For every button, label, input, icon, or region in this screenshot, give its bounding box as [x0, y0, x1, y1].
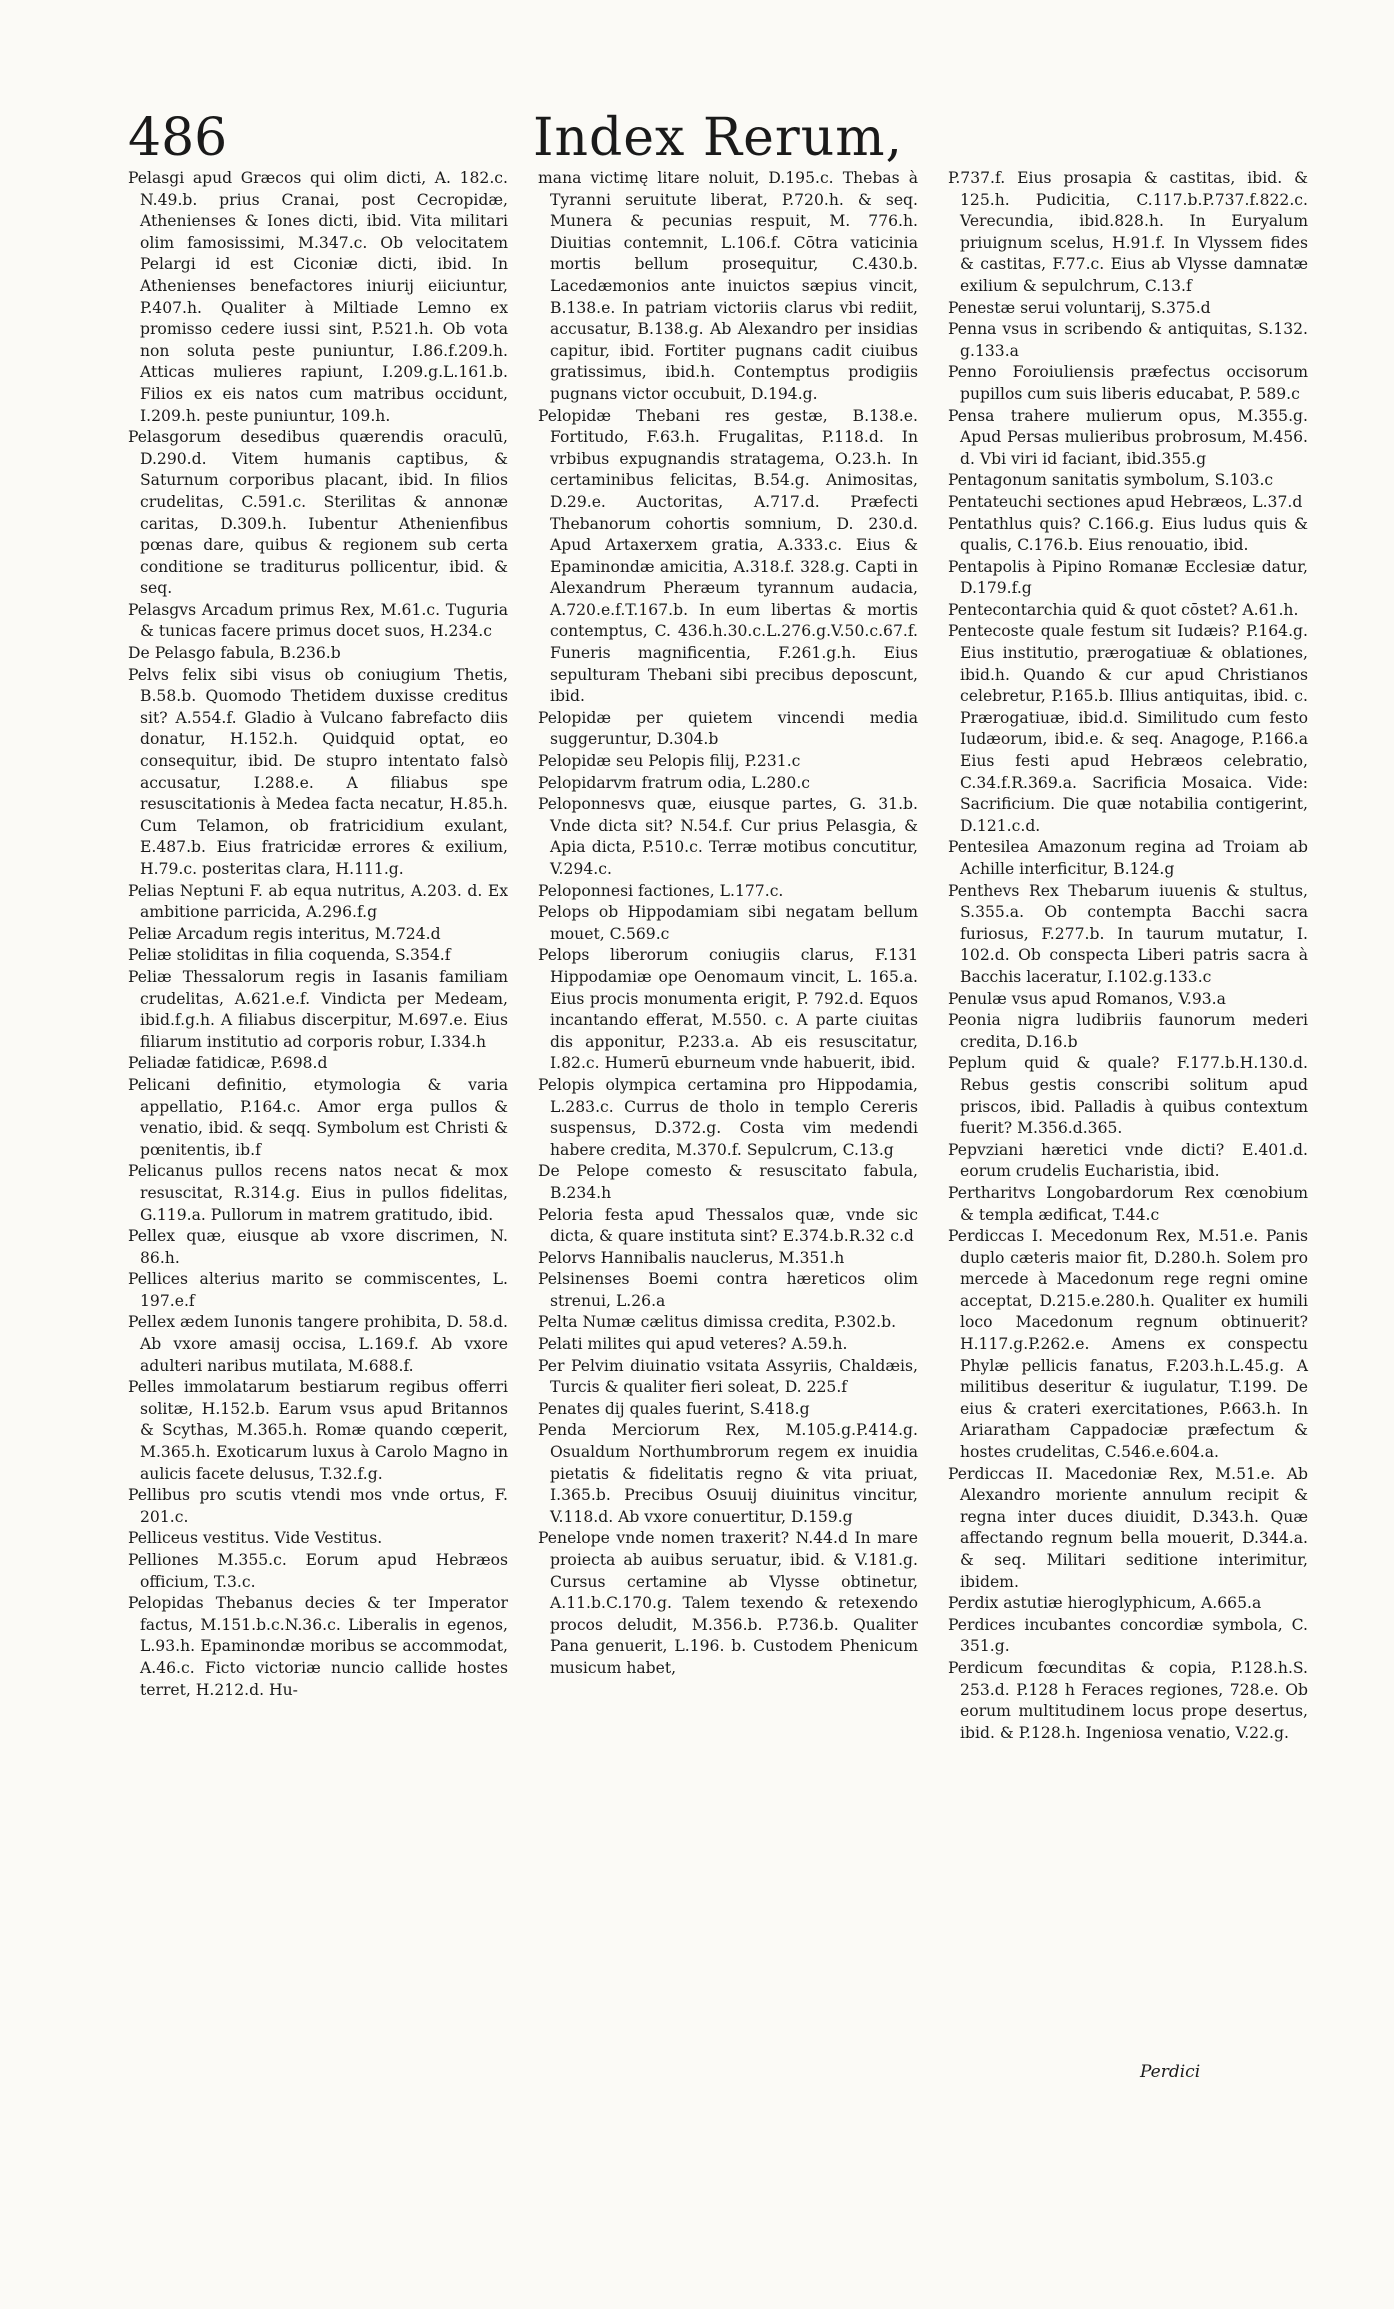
index-entry: Pelops ob Hippodamiam sibi negatam bellum mouet, C.569.c [538, 903, 918, 943]
index-entry: Peliadæ fatidicæ, P.698.d [128, 1054, 328, 1073]
left-column [128, 168, 508, 1701]
index-entry: Pelicanus pullos recens natos necat & mox resuscitat, R.314.g. Eius in pullos fidelitas, G.119.a. Pullorum in matrem gratitudo, ibid. [128, 1162, 508, 1224]
index-entry: Pelopidarvm fratrum odia, L.280.c [538, 773, 811, 792]
index-entry: Pelliones M.355.c. Eorum apud Hebræos officium, T.3.c. [128, 1551, 508, 1591]
index-entry: Peplum quid & quale? F.177.b.H.130.d. Rebus gestis conscribi solitum apud priscos, ibid. Palladis à quibus contextum fuerit? M.356.d.365. [948, 1054, 1308, 1138]
index-entry: Pelopidæ Thebani res gestæ, B.138.e. Fortitudo, F.63.h. Frugalitas, P.118.d. In vrbibus expugnandis stratagema, O.23.h. In certaminibus felicitas, B.54.g. Animositas, D.29.e. Auctoritas, A.717.d. Præfecti Thebanorum cohortis somnium, D. 230.d. Apud Artaxerxem gratia, A.333.c. Eius & Epaminondæ amicitia, A.318.f. 328.g. Capti in Alexandrum Pheræum tyrannum audacia, A.720.e.f.T.167.b. In eum libertas & mortis contemptus, C. 436.h.30.c.L.276.g.V.50.c.67.f. Funeris magnificentia, F.261.g.h. Eius sepulturam Thebani sibi precibus deposcunt, ibid. [538, 406, 918, 706]
index-entry: Perdix astutiæ hieroglyphicum, A.665.a [948, 1594, 1262, 1613]
index-entry: Pellibus pro scutis vtendi mos vnde ortus, F. 201.c. [128, 1486, 508, 1526]
index-entry: Pentapolis à Pipino Romanæ Ecclesiæ datur, D.179.f.g [948, 557, 1308, 598]
index-entry: Pelasgi apud Græcos qui olim dicti, A. 182.c. N.49.b. prius Cranai, post Cecropidæ, Athenienses & Iones dicti, ibid. Vita militari olim famosissimi, M.347.c. Ob velocitatem Pelargi id est Ciconiæ dicti, ibid. In Athenienses benefactores iniurij eiiciuntur, P.407.h. Qualiter à Miltiade Lemno ex promisso cedere iussi sint, P.521.h. Ob vota non soluta peste puniuntur, I.86.f.209.h. Atticas mulieres rapiunt, I.209.g.L.161.b. Filios ex eis natos cum matribus occidunt, I.209.h. peste puniuntur, 109.h. [128, 169, 508, 425]
index-entry: Pelliceus vestitus. Vide Vestitus. [128, 1529, 383, 1548]
index-entry: Perdiccas I. Mecedonum Rex, M.51.e. Panis duplo cæteris maior fit, D.280.h. Solem pro mercede à Macedonum rege regni omine acceptat, D.215.e.280.h. Qualiter ex humili loco Macedonum regnum obtinuerit? H.117.g.P.262.e. Amens ex conspectu Phylæ pellicis fanatus, F.203.h.L.45.g. A militibus deseritur & iugulatur, T.199. De eius & crateri exercitationes, P.663.h. In Ariaratham Cappadociæ præfectum & hostes crudelitas, C.546.e.604.a. [948, 1227, 1308, 1462]
index-entry: Peloria festa apud Thessalos quæ, vnde sic dicta, & quare instituta sint? E.374.b.R.32 c.d [538, 1205, 918, 1246]
index-entry: Pertharitvs Longobardorum Rex cœnobium & templa ædificat, T.44.c [948, 1183, 1308, 1224]
index-entry: Penno Foroiuliensis præfectus occisorum pupillos cum suis liberis educabat, P. 589.c [948, 363, 1308, 403]
index-entry: Peliæ Arcadum regis interitus, M.724.d [128, 924, 441, 943]
index-entry: Pelias Neptuni F. ab equa nutritus, A.203. d. Ex ambitione parricida, A.296.f.g [128, 881, 508, 922]
index-entry: Pelles immolatarum bestiarum regibus offerri solitæ, H.152.b. Earum vsus apud Britannos & Scythas, M.365.h. Romæ quando cœperit, M.365.h. Exoticarum luxus à Carolo Magno in aulicis facete delusus, T.32.f.g. [128, 1378, 508, 1483]
index-entry: Peliæ stoliditas in filia coquenda, S.354.f [128, 946, 451, 965]
index-entry: Pentathlus quis? C.166.g. Eius ludus quis & qualis, C.176.b. Eius renouatio, ibid. [948, 514, 1308, 555]
index-entry: Pentagonum sanitatis symbolum, S.103.c [948, 471, 1274, 490]
index-entry: Penates dij quales fuerint, S.418.g [538, 1399, 810, 1418]
running-head: Index Rerum, [532, 108, 904, 168]
index-entry: Pellex quæ, eiusque ab vxore discrimen, N. 86.h. [128, 1227, 508, 1267]
page-number: 486 [128, 108, 228, 168]
index-entry: Pelopidæ per quietem vincendi media suggeruntur, D.304.b [538, 708, 918, 749]
index-entry: De Pelasgo fabula, B.236.b [128, 644, 341, 663]
index-entry: Pentecoste quale festum sit Iudæis? P.164.g. Eius institutio, prærogatiuæ & oblationes, ibid.h. Quando & cur apud Christianos celebretur, P.165.b. Illius antiquitas, ibid. c. Prærogatiuæ, ibid.d. Similitudo cum festo Iudæorum, ibid.e. & seq. Anagoge, P.166.a Eius festi apud Hebræos celebratio, C.34.f.R.369.a. Sacrificia Mosaica. Vide: Sacrificium. Die quæ notabilia contigerint, D.121.c.d. [948, 622, 1308, 835]
index-entry: Pelati milites qui apud veteres? A.59.h. [538, 1335, 848, 1354]
index-entry: P.737.f. Eius prosapia & castitas, ibid. & 125.h. Pudicitia, C.117.b.P.737.f.822.c. Verecundia, ibid.828.h. In Euryalum priuignum scelus, H.91.f. In Vlyssem fides & castitas, F.77.c. Eius ab Vlysse damnatæ exilium & sepulchrum, C.13.f [948, 169, 1308, 295]
index-entry: Pelicani definitio, etymologia & varia appellatio, P.164.c. Amor erga pullos & venatio, ibid. & seqq. Symbolum est Christi & pœnitentis, ib.f [128, 1075, 508, 1159]
index-entry: Pensa trahere mulierum opus, M.355.g. Apud Persas mulieribus probrosum, M.456. d. Vbi viri id faciant, ibid.355.g [948, 406, 1308, 468]
index-entry: Peliæ Thessalorum regis in Iasanis familiam crudelitas, A.621.e.f. Vindicta per Medeam, ibid.f.g.h. A filiabus discerpitur, M.697.e. Eius filiarum institutio ad corporis robur, I.334.h [128, 967, 508, 1051]
index-entry: Pepvziani hæretici vnde dicti? E.401.d. eorum crudelis Eucharistia, ibid. [948, 1140, 1308, 1181]
index-entry: Penthevs Rex Thebarum iuuenis & stultus, S.355.a. Ob contempta Bacchi sacra furiosus, F.277.b. In taurum mutatur, I. 102.d. Ob conspecta Liberi patris sacra à Bacchis laceratur, I.102.g.133.c [948, 881, 1308, 986]
index-entry: Pelasgvs Arcadum primus Rex, M.61.c. Tuguria & tunicas facere primus docet suos, H.234.c [128, 600, 508, 641]
index-entry: Pentecontarchia quid & quot cōstet? A.61.h. [948, 600, 1299, 619]
index-entry: Penna vsus in scribendo & antiquitas, S.132. g.133.a [948, 320, 1308, 360]
middle-column [538, 168, 918, 1680]
index-entry: Pelopidas Thebanus decies & ter Imperator factus, M.151.b.c.N.36.c. Liberalis in egenos, L.93.h. Epaminondæ moribus se accommodat, A.46.c. Ficto victoriæ nuncio callide hostes terret, H.212.d. Hu- [128, 1594, 508, 1699]
index-entry: Peonia nigra ludibriis faunorum mederi credita, D.16.b [948, 1011, 1308, 1051]
index-entry: Pelvs felix sibi visus ob coniugium Thetis, B.58.b. Quomodo Thetidem duxisse creditus sit? A.554.f. Gladio à Vulcano fabrefacto diis donatur, H.152.h. Quidquid optat, eo consequitur, ibid. De stupro intentato falsò accusatur, I.288.e. A filiabus spe resuscitationis à Medea facta necatur, H.85.h. Cum Telamon, ob fratricidium exulant, E.487.b. Eius fratricidæ errores & exilium, H.79.c. posteritas clara, H.111.g. [128, 665, 508, 878]
index-entry: Pelasgorum desedibus quærendis oraculū, D.290.d. Vitem humanis captibus, & Saturnum corporibus placant, ibid. In filios crudelitas, C.591.c. Sterilitas & annonæ caritas, D.309.h. Iubentur Athenienfibus pœnas dare, quibus & regionem sub certa conditione se traditurus pollicentur, ibid. & seq. [128, 428, 508, 598]
index-entry: mana victimę litare noluit, D.195.c. Thebas à Tyranni seruitute liberat, P.720.h. & seq. Munera & pecunias respuit, M. 776.h. Diuitias contemnit, L.106.f. Cōtra vaticinia mortis bellum prosequitur, C.430.b. Lacedæmonios ante inuictos sæpius vincit, B.138.e. In patriam victoriis clarus vbi rediit, accusatur, B.138.g. Ab Alexandro per insidias capitur, ibid. Fortiter pugnans cadit ciuibus gratissimus, ibid.h. Contemptus prodigiis pugnans victor occubuit, D.194.g. [538, 169, 918, 403]
right-column [948, 168, 1308, 1744]
index-entry: De Pelope comesto & resuscitato fabula, B.234.h [538, 1162, 918, 1202]
index-entry: Pelsinenses Boemi contra hæreticos olim strenui, L.26.a [538, 1270, 918, 1310]
index-entry: Peloponnesvs quæ, eiusque partes, G. 31.b. Vnde dicta sit? N.54.f. Cur prius Pelasgia, & Apia dicta, P.510.c. Terræ motibus concutitur, V.294.c. [538, 795, 918, 878]
index-entry: Pelorvs Hannibalis nauclerus, M.351.h [538, 1248, 845, 1267]
index-entry: Peloponnesi factiones, L.177.c. [538, 881, 784, 900]
index-entry: Perdices incubantes concordiæ symbola, C. 351.g. [948, 1615, 1308, 1656]
index-entry: Penestæ serui voluntarij, S.375.d [948, 298, 1211, 317]
index-entry: Per Pelvim diuinatio vsitata Assyriis, Chaldæis, Turcis & qualiter fieri soleat, D. 225.f [538, 1356, 918, 1397]
index-entry: Pellex ædem Iunonis tangere prohibita, D. 58.d. Ab vxore amasij occisa, L.169.f. Ab vxore adulteri naribus mutilata, M.688.f. [128, 1313, 508, 1375]
index-entry: Pelopidæ seu Pelopis filij, P.231.c [538, 752, 801, 771]
index-entry: Penda Merciorum Rex, M.105.g.P.414.g. Osualdum Northumbrorum regem ex inuidia pietatis & fidelitatis regno & vita priuat, I.365.b. Precibus Osuuij diuinitus vincitur, V.118.d. Ab vxore conuertitur, D.159.g [538, 1421, 918, 1526]
catchword: Perdici [1140, 2062, 1201, 2082]
index-entry: Pentesilea Amazonum regina ad Troiam ab Achille interficitur, B.124.g [948, 838, 1308, 878]
index-entry: Penulæ vsus apud Romanos, V.93.a [948, 989, 1226, 1008]
index-entry: Pellices alterius marito se commiscentes, L. 197.e.f [128, 1270, 508, 1310]
index-entry: Pelopis olympica certamina pro Hippodamia, L.283.c. Currus de tholo in templo Cereris suspensus, D.372.g. Costa vim medendi habere credita, M.370.f. Sepulcrum, C.13.g [538, 1075, 918, 1159]
index-entry: Pelta Numæ cælitus dimissa credita, P.302.b. [538, 1313, 897, 1332]
index-entry: Perdiccas II. Macedoniæ Rex, M.51.e. Ab Alexandro moriente annulum recipit & regna inter duces diuidit, D.343.h. Quæ affectando regnum bella mouerit, D.344.a. & seq. Militari seditione interimitur, ibidem. [948, 1464, 1308, 1591]
index-entry: Pelops liberorum coniugiis clarus, F.131 Hippodamiæ ope Oenomaum vincit, L. 165.a. Eius procis monumenta erigit, P. 792.d. Equos incantando efferat, M.550. c. A parte ciuitas dis apponitur, P.233.a. Ab eis resuscitatur, I.82.c. Humerū eburneum vnde habuerit, ibid. [538, 946, 918, 1073]
index-entry: Pentateuchi sectiones apud Hebræos, L.37.d [948, 492, 1303, 511]
index-entry: Penelope vnde nomen traxerit? N.44.d In mare proiecta ab auibus seruatur, ibid. & V.181.g. Cursus certamine ab Vlysse obtinetur, A.11.b.C.170.g. Talem texendo & retexendo procos deludit, M.356.b. P.736.b. Qualiter Pana genuerit, L.196. b. Custodem Phenicum musicum habet, [538, 1529, 918, 1677]
index-entry: Perdicum fœcunditas & copia, P.128.h.S. 253.d. P.128 h Feraces regiones, 728.e. Ob eorum multitudinem locus prope desertus, ibid. & P.128.h. Ingeniosa venatio, V.22.g. [948, 1658, 1308, 1742]
